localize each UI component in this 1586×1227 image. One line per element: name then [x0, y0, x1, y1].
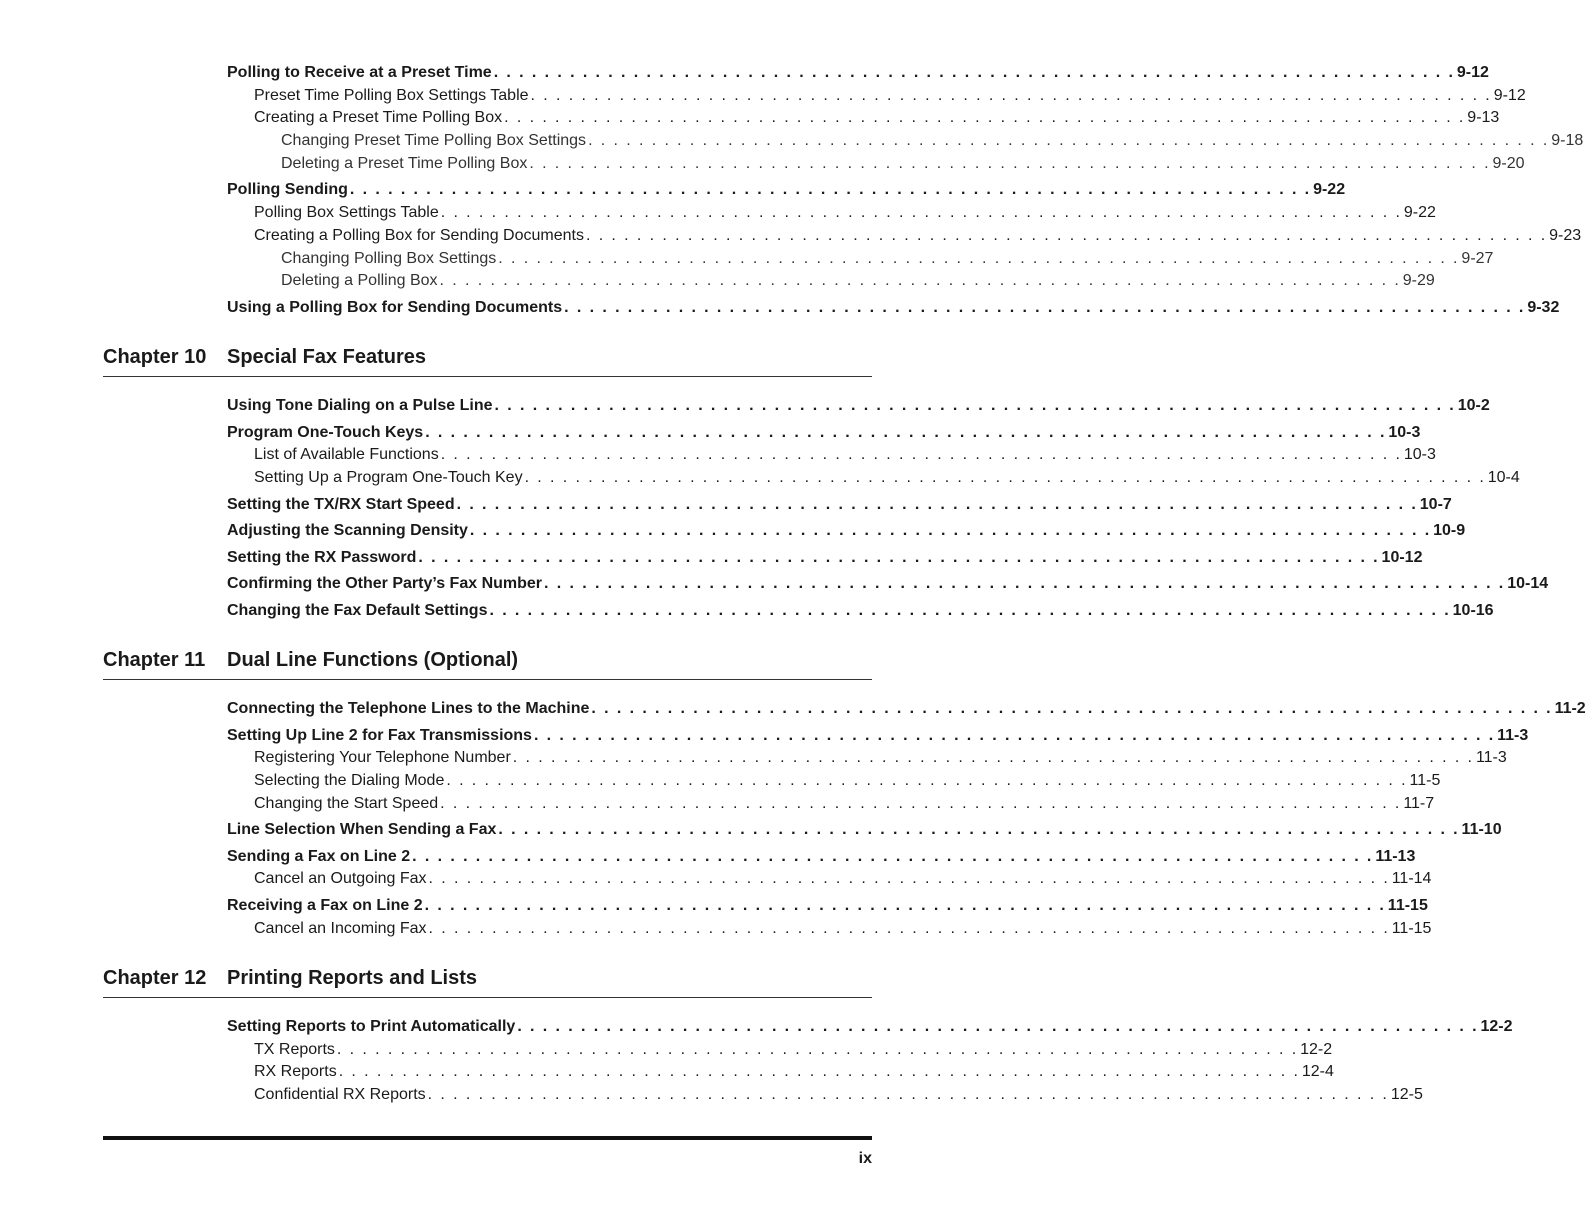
toc-entry-page: 10-9: [1433, 522, 1466, 539]
toc-entry-page: 9-32: [1527, 299, 1560, 316]
toc-entry-title: Cancel an Outgoing Fax: [254, 870, 427, 887]
dot-leader: . . . . . . . . . . . . . . . . . . . . . . . . . . . . . . . . . . . . . . . . . . . . . . . . . . . . . . . . . . . . . . . . . . . . . . . . . . . .: [418, 549, 1380, 566]
toc-entry[interactable]: [254, 794, 1435, 814]
toc-entry-title: Sending a Fax on Line 2: [227, 848, 411, 865]
dot-leader: . . . . . . . . . . . . . . . . . . . . . . . . . . . . . . . . . . . . . . . . . . . . . . . . . . . . . . . . . . . . . . . . . . . . . . . . . . . .: [498, 250, 1460, 267]
toc-entry-page: 10-3: [1388, 424, 1421, 441]
toc-entry-page: 10-3: [1403, 446, 1436, 463]
toc-entry-page: 9-20: [1492, 155, 1525, 172]
toc-entry-title: Confidential RX Reports: [254, 1086, 426, 1103]
toc-entry-title: Creating a Polling Box for Sending Documents: [254, 227, 584, 244]
dot-leader: . . . . . . . . . . . . . . . . . . . . . . . . . . . . . . . . . . . . . . . . . . . . . . . . . . . . . . . . . . . . . . . . . . . . . . . . . . . .: [493, 64, 1455, 81]
dot-leader: . . . . . . . . . . . . . . . . . . . . . . . . . . . . . . . . . . . . . . . . . . . . . . . . . . . . . . . . . . . . . . . . . . . . . . . . . . . .: [585, 227, 1548, 244]
toc-entry-title: Polling to Receive at a Preset Time: [227, 64, 492, 81]
toc-entry-page: 9-27: [1461, 250, 1494, 267]
dot-leader: . . . . . . . . . . . . . . . . . . . . . . . . . . . . . . . . . . . . . . . . . . . . . . . . . . . . . . . . . . . . . . . . . . . . . . . . . . . .: [440, 204, 1402, 221]
toc-entry-title: Changing the Start Speed: [254, 795, 439, 812]
toc-entry[interactable]: [227, 495, 1452, 515]
toc-entry-page: 11-3: [1475, 749, 1507, 766]
chapter-heading: [103, 967, 872, 997]
toc-entry-title: Changing Preset Time Polling Box Settings: [281, 132, 587, 149]
toc-entry-page: 11-13: [1375, 848, 1416, 865]
toc-entry[interactable]: [227, 574, 1549, 594]
dot-leader: . . . . . . . . . . . . . . . . . . . . . . . . . . . . . . . . . . . . . . . . . . . . . . . . . . . . . . . . . . . . . . . . . . . . . . . . . . . .: [440, 795, 1402, 812]
dot-leader: . . . . . . . . . . . . . . . . . . . . . . . . . . . . . . . . . . . . . . . . . . . . . . . . . . . . . . . . . . . . . . . . . . . . . . . . . . . .: [517, 1018, 1479, 1035]
toc-entry-page: 10-2: [1457, 397, 1490, 414]
dot-leader: . . . . . . . . . . . . . . . . . . . . . . . . . . . . . . . . . . . . . . . . . . . . . . . . . . . . . . . . . . . . . . . . . . . . . . . . . . . .: [524, 469, 1486, 486]
dot-leader: . . . . . . . . . . . . . . . . . . . . . . . . . . . . . . . . . . . . . . . . . . . . . . . . . . . . . . . . . . . . . . . . . . . . . . . . . . . .: [338, 1063, 1300, 1080]
toc-entry-page: 11-3: [1497, 727, 1529, 744]
dot-leader: . . . . . . . . . . . . . . . . . . . . . . . . . . . . . . . . . . . . . . . . . . . . . . . . . . . . . . . . . . . . . . . . . . . . . . . . . . . .: [336, 1041, 1299, 1058]
dot-leader: . . . . . . . . . . . . . . . . . . . . . . . . . . . . . . . . . . . . . . . . . . . . . . . . . . . . . . . . . . . . . . . . . . . . . . . . . . . .: [440, 446, 1402, 463]
dot-leader: . . . . . . . . . . . . . . . . . . . . . . . . . . . . . . . . . . . . . . . . . . . . . . . . . . . . . . . . . . . . . . . . . . . . . . . . . . . .: [425, 424, 1387, 441]
toc-entry[interactable]: [227, 699, 1586, 719]
toc-entry[interactable]: [254, 468, 1520, 488]
dot-leader: . . . . . . . . . . . . . . . . . . . . . . . . . . . . . . . . . . . . . . . . . . . . . . . . . . . . . . . . . . . . . . . . . . . . . . . . . . . .: [588, 132, 1550, 149]
toc-entry-title: RX Reports: [254, 1063, 337, 1080]
toc-entry-title: Preset Time Polling Box Settings Table: [254, 87, 529, 104]
dot-leader: . . . . . . . . . . . . . . . . . . . . . . . . . . . . . . . . . . . . . . . . . . . . . . . . . . . . . . . . . . . . . . . . . . . . . . . . . . . .: [529, 155, 1491, 172]
dot-leader: . . . . . . . . . . . . . . . . . . . . . . . . . . . . . . . . . . . . . . . . . . . . . . . . . . . . . . . . . . . . . . . . . . . . . . . . . . . .: [504, 109, 1466, 126]
toc-entry-title: Selecting the Dialing Mode: [254, 772, 445, 789]
toc-entry-page: 11-14: [1391, 870, 1432, 887]
toc-entry-title: Creating a Preset Time Polling Box: [254, 109, 503, 126]
toc-entry[interactable]: [281, 154, 1525, 174]
toc-entry-page: 12-4: [1301, 1063, 1334, 1080]
toc-entry[interactable]: [281, 131, 1584, 151]
chapter-rule: [103, 376, 872, 377]
dot-leader: . . . . . . . . . . . . . . . . . . . . . . . . . . . . . . . . . . . . . . . . . . . . . . . . . . . . . . . . . . . . . . . . . . . . . . . . . . . .: [424, 897, 1386, 914]
dot-leader: . . . . . . . . . . . . . . . . . . . . . . . . . . . . . . . . . . . . . . . . . . . . . . . . . . . . . . . . . . . . . . . . . . . . . . . . . . . .: [544, 575, 1506, 592]
toc-entry-page: 9-12: [1456, 64, 1489, 81]
toc-entry-title: Changing Polling Box Settings: [281, 250, 497, 267]
toc-entry[interactable]: [254, 869, 1432, 889]
toc-entry-title: Setting Up Line 2 for Fax Transmissions: [227, 727, 532, 744]
toc-entry[interactable]: [254, 226, 1582, 246]
dot-leader: . . . . . . . . . . . . . . . . . . . . . . . . . . . . . . . . . . . . . . . . . . . . . . . . . . . . . . . . . . . . . . . . . . . . . . . . . . . .: [412, 848, 1374, 865]
toc-entry-page: 11-10: [1461, 821, 1502, 838]
toc-entry-title: List of Available Functions: [254, 446, 439, 463]
toc-entry-title: Program One-Touch Keys: [227, 424, 424, 441]
toc-entry[interactable]: [254, 203, 1436, 223]
toc-entry[interactable]: [227, 896, 1428, 916]
toc-entry-page: 9-18: [1551, 132, 1584, 149]
toc-entry[interactable]: [254, 748, 1507, 768]
toc-entry-title: Receiving a Fax on Line 2: [227, 897, 423, 914]
toc-entry[interactable]: [227, 548, 1423, 568]
chapter-number: Chapter 11: [103, 649, 206, 671]
dot-leader: . . . . . . . . . . . . . . . . . . . . . . . . . . . . . . . . . . . . . . . . . . . . . . . . . . . . . . . . . . . . . . . . . . . . . . . . . . . .: [530, 87, 1492, 104]
dot-leader: . . . . . . . . . . . . . . . . . . . . . . . . . . . . . . . . . . . . . . . . . . . . . . . . . . . . . . . . . . . . . . . . . . . . . . . . . . . .: [439, 272, 1401, 289]
chapter-heading: [103, 649, 872, 679]
toc-entry-page: 11-5: [1409, 772, 1441, 789]
dot-leader: . . . . . . . . . . . . . . . . . . . . . . . . . . . . . . . . . . . . . . . . . . . . . . . . . . . . . . . . . . . . . . . . . . . . . . . . . . . .: [512, 749, 1474, 766]
toc-entry-page: 10-14: [1507, 575, 1549, 592]
toc-entry-page: 10-4: [1487, 469, 1520, 486]
toc-entry-title: Connecting the Telephone Lines to the Machine: [227, 700, 590, 717]
chapter-rule: [103, 679, 872, 680]
toc-entry-page: 11-2: [1554, 700, 1586, 717]
toc-entry-title: Deleting a Preset Time Polling Box: [281, 155, 528, 172]
toc-entry-page: 12-2: [1300, 1041, 1333, 1058]
toc-entry-page: 9-22: [1403, 204, 1436, 221]
toc-entry-title: Using a Polling Box for Sending Documents: [227, 299, 563, 316]
toc-entry[interactable]: [227, 298, 1560, 318]
chapter-number: Chapter 10: [103, 346, 207, 368]
toc-entry[interactable]: [254, 919, 1432, 939]
toc-entry-title: Setting Reports to Print Automatically: [227, 1018, 516, 1035]
toc-entry-title: Setting the RX Password: [227, 549, 417, 566]
toc-entry-title: Changing the Fax Default Settings: [227, 602, 488, 619]
toc-entry-page: 9-13: [1467, 109, 1500, 126]
toc-entry-title: Polling Box Settings Table: [254, 204, 439, 221]
dot-leader: . . . . . . . . . . . . . . . . . . . . . . . . . . . . . . . . . . . . . . . . . . . . . . . . . . . . . . . . . . . . . . . . . . . . . . . . . . . .: [469, 522, 1432, 539]
toc-entry[interactable]: [281, 271, 1435, 291]
toc-entry[interactable]: [227, 521, 1466, 541]
chapter-heading: [103, 346, 872, 376]
toc-entry[interactable]: [227, 396, 1490, 416]
dot-leader: . . . . . . . . . . . . . . . . . . . . . . . . . . . . . . . . . . . . . . . . . . . . . . . . . . . . . . . . . . . . . . . . . . . . . . . . . . . .: [456, 496, 1418, 513]
toc-entry[interactable]: [227, 820, 1502, 840]
dot-leader: . . . . . . . . . . . . . . . . . . . . . . . . . . . . . . . . . . . . . . . . . . . . . . . . . . . . . . . . . . . . . . . . . . . . . . . . . . . .: [498, 821, 1460, 838]
dot-leader: . . . . . . . . . . . . . . . . . . . . . . . . . . . . . . . . . . . . . . . . . . . . . . . . . . . . . . . . . . . . . . . . . . . . . . . . . . . .: [494, 397, 1456, 414]
toc-entry-page: 9-29: [1402, 272, 1435, 289]
toc-entry-page: 12-5: [1390, 1086, 1423, 1103]
dot-leader: . . . . . . . . . . . . . . . . . . . . . . . . . . . . . . . . . . . . . . . . . . . . . . . . . . . . . . . . . . . . . . . . . . . . . . . . . . . .: [533, 727, 1496, 744]
toc-entry-page: 10-16: [1452, 602, 1494, 619]
toc-entry-title: Setting the TX/RX Start Speed: [227, 496, 455, 513]
footer-rule: [103, 1136, 872, 1140]
dot-leader: . . . . . . . . . . . . . . . . . . . . . . . . . . . . . . . . . . . . . . . . . . . . . . . . . . . . . . . . . . . . . . . . . . . . . . . . . . . .: [591, 700, 1553, 717]
toc-entry-title: Using Tone Dialing on a Pulse Line: [227, 397, 493, 414]
toc-entry[interactable]: [254, 1062, 1334, 1082]
toc-entry[interactable]: [254, 1085, 1423, 1105]
toc-entry[interactable]: [227, 726, 1529, 746]
toc-entry[interactable]: [254, 445, 1436, 465]
toc-entry-title: TX Reports: [254, 1041, 335, 1058]
toc-entry-page: 9-12: [1493, 87, 1526, 104]
toc-entry-page: 9-23: [1549, 227, 1582, 244]
toc-entry-title: Adjusting the Scanning Density: [227, 522, 468, 539]
toc-entry[interactable]: [254, 108, 1500, 128]
toc-entry[interactable]: [227, 423, 1421, 443]
toc-entry[interactable]: [227, 63, 1489, 83]
toc-entry-title: Cancel an Incoming Fax: [254, 920, 427, 937]
toc-entry-page: 10-7: [1419, 496, 1452, 513]
toc-entry-page: 11-15: [1391, 920, 1432, 937]
toc-entry[interactable]: [227, 601, 1494, 621]
toc-entry-title: Setting Up a Program One-Touch Key: [254, 469, 523, 486]
dot-leader: . . . . . . . . . . . . . . . . . . . . . . . . . . . . . . . . . . . . . . . . . . . . . . . . . . . . . . . . . . . . . . . . . . . . . . . . . . . .: [428, 920, 1390, 937]
toc-entry-page: 11-7: [1403, 795, 1435, 812]
dot-leader: . . . . . . . . . . . . . . . . . . . . . . . . . . . . . . . . . . . . . . . . . . . . . . . . . . . . . . . . . . . . . . . . . . . . . . . . . . . .: [349, 181, 1312, 198]
toc-entry[interactable]: [227, 847, 1416, 867]
dot-leader: . . . . . . . . . . . . . . . . . . . . . . . . . . . . . . . . . . . . . . . . . . . . . . . . . . . . . . . . . . . . . . . . . . . . . . . . . . . .: [446, 772, 1408, 789]
chapter-title: Dual Line Functions (Optional): [227, 649, 519, 671]
toc-entry-title: Polling Sending: [227, 181, 348, 198]
dot-leader: . . . . . . . . . . . . . . . . . . . . . . . . . . . . . . . . . . . . . . . . . . . . . . . . . . . . . . . . . . . . . . . . . . . . . . . . . . . .: [428, 870, 1390, 887]
chapter-rule: [103, 997, 872, 998]
toc-entry-page: 9-22: [1313, 181, 1346, 198]
toc-entry-page: 12-2: [1480, 1018, 1513, 1035]
toc-entry-page: 11-15: [1387, 897, 1428, 914]
toc-entry[interactable]: [254, 771, 1441, 791]
toc-entry[interactable]: [254, 1040, 1333, 1060]
dot-leader: . . . . . . . . . . . . . . . . . . . . . . . . . . . . . . . . . . . . . . . . . . . . . . . . . . . . . . . . . . . . . . . . . . . . . . . . . . . .: [427, 1086, 1389, 1103]
toc-entry[interactable]: [281, 249, 1494, 269]
toc-entry-title: Line Selection When Sending a Fax: [227, 821, 497, 838]
dot-leader: . . . . . . . . . . . . . . . . . . . . . . . . . . . . . . . . . . . . . . . . . . . . . . . . . . . . . . . . . . . . . . . . . . . . . . . . . . . .: [489, 602, 1451, 619]
toc-entry-title: Deleting a Polling Box: [281, 272, 438, 289]
chapter-number: Chapter 12: [103, 967, 207, 989]
toc-entry-page: 10-12: [1381, 549, 1423, 566]
page-number: ix: [858, 1150, 872, 1167]
chapter-title: Special Fax Features: [227, 346, 426, 368]
dot-leader: . . . . . . . . . . . . . . . . . . . . . . . . . . . . . . . . . . . . . . . . . . . . . . . . . . . . . . . . . . . . . . . . . . . . . . . . . . . .: [564, 299, 1526, 316]
toc-entry[interactable]: [227, 180, 1346, 200]
toc-entry[interactable]: [227, 1017, 1513, 1037]
chapter-title: Printing Reports and Lists: [227, 967, 478, 989]
toc-entry-title: Registering Your Telephone Number: [254, 749, 511, 766]
toc-entry-title: Confirming the Other Party’s Fax Number: [227, 575, 543, 592]
toc-entry[interactable]: [254, 86, 1526, 106]
